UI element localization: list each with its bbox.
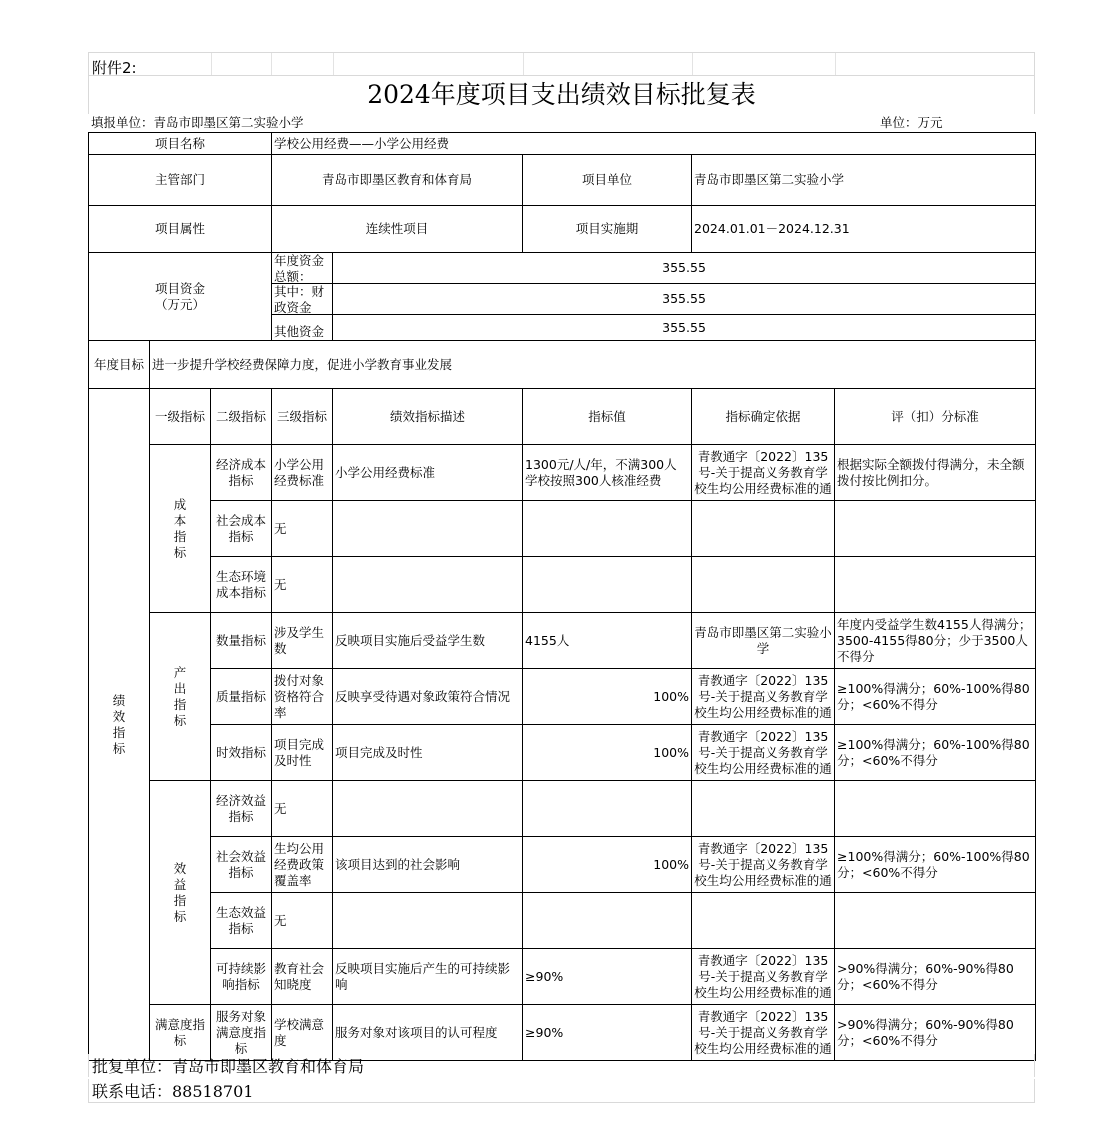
l3-cell: 无 [272, 781, 333, 837]
row-dept [89, 155, 1036, 206]
l1-cost: 成本指标 [150, 445, 211, 613]
row-project-name [89, 133, 1036, 155]
table-row [89, 837, 1036, 893]
funds-label [89, 253, 272, 341]
table-row [89, 557, 1036, 613]
phone: 联系电话：88518701 [88, 1079, 1035, 1103]
row-goal [89, 341, 1036, 389]
l2-cell: 服务对象满意度指标 [211, 1005, 272, 1061]
score-cell [835, 557, 1036, 613]
desc-cell: 反映项目实施后受益学生数 [333, 613, 523, 669]
grid-line [835, 53, 836, 75]
basis-cell: 青教通字〔2022〕135号-关于提高义务教育学校生均公用经费标准的通 [692, 669, 835, 725]
l2-cell: 质量指标 [211, 669, 272, 725]
page-title: 2024年度项目支出绩效目标批复表 [88, 76, 1035, 114]
l2-cell: 经济效益指标 [211, 781, 272, 837]
desc-cell: 服务对象对该项目的认可程度 [333, 1005, 523, 1061]
value-cell [523, 557, 692, 613]
table-row [89, 949, 1036, 1005]
score-cell: 根据实际全额拨付得满分，未全额拨付按比例扣分。 [835, 445, 1036, 501]
desc-cell [333, 893, 523, 949]
table-row [89, 445, 1036, 501]
table-row [89, 669, 1036, 725]
score-cell: >90%得满分；60%-90%得80分；<60%不得分 [835, 1005, 1036, 1061]
value-cell: 100% [523, 837, 692, 893]
l2-cell: 可持续影响指标 [211, 949, 272, 1005]
goal-value: 进一步提升学校经费保障力度，促进小学教育事业发展 [150, 341, 1036, 389]
basis-cell: 青教通字〔2022〕135号-关于提高义务教育学校生均公用经费标准的通 [692, 725, 835, 781]
desc-cell: 反映项目实施后产生的可持续影响 [333, 949, 523, 1005]
grid-line [271, 53, 272, 75]
table-row [89, 501, 1036, 557]
basis-cell: 青教通字〔2022〕135号-关于提高义务教育学校生均公用经费标准的通 [692, 445, 835, 501]
l1-satisfaction: 满意度指标 [150, 1005, 211, 1061]
table-row [89, 1005, 1036, 1061]
desc-cell [333, 501, 523, 557]
money-unit: 单位：万元 [880, 115, 943, 130]
value-cell: 100% [523, 669, 692, 725]
value-cell [523, 501, 692, 557]
score-cell [835, 893, 1036, 949]
value-cell: 1300元/人/年，不满300人学校按照300人核准经费 [523, 445, 692, 501]
project-name: 学校公用经费——小学公用经费 [272, 133, 1036, 155]
perf-header-row [89, 389, 1036, 445]
table-row [89, 725, 1036, 781]
fill-unit: 填报单位：青岛市即墨区第二实验小学 [91, 115, 304, 130]
row-fund-total [89, 253, 1036, 284]
fund-total: 355.55 [333, 253, 1036, 284]
row-attr [89, 206, 1036, 253]
period-label: 项目实施期 [523, 206, 692, 253]
desc-cell: 项目完成及时性 [333, 725, 523, 781]
annex-label [88, 52, 1035, 76]
score-cell: ≥100%得满分；60%-100%得80分；<60%不得分 [835, 725, 1036, 781]
score-cell [835, 781, 1036, 837]
funds-label-line1: 项目资金 [155, 280, 206, 296]
basis-cell [692, 557, 835, 613]
fund-other-label: 其他资金 [272, 315, 333, 341]
basis-cell: 青教通字〔2022〕135号-关于提高义务教育学校生均公用经费标准的通 [692, 837, 835, 893]
grid-line [692, 53, 693, 75]
l3-cell: 无 [272, 893, 333, 949]
value-cell: 4155人 [523, 613, 692, 669]
l3-cell: 无 [272, 557, 333, 613]
basis-cell [692, 501, 835, 557]
score-cell: ≥100%得满分；60%-100%得80分；<60%不得分 [835, 837, 1036, 893]
grid-line [333, 53, 334, 75]
l3-cell: 学校满意度 [272, 1005, 333, 1061]
funds-label-line2: （万元） [155, 296, 206, 312]
l2-cell: 生态效益指标 [211, 893, 272, 949]
project-unit-label: 项目单位 [523, 155, 692, 206]
attr-value: 连续性项目 [272, 206, 523, 253]
header-basis: 指标确定依据 [692, 389, 835, 445]
l3-cell: 教育社会知晓度 [272, 949, 333, 1005]
approver: 批复单位：青岛市即墨区教育和体育局 [88, 1054, 1035, 1077]
l2-cell: 时效指标 [211, 725, 272, 781]
score-cell [835, 501, 1036, 557]
basis-cell: 青教通字〔2022〕135号-关于提高义务教育学校生均公用经费标准的通 [692, 949, 835, 1005]
fill-unit-line [88, 114, 1035, 132]
l2-cell: 生态环境成本指标 [211, 557, 272, 613]
table-row [89, 893, 1036, 949]
approval-table [88, 132, 1036, 1061]
score-cell: 年度内受益学生数4155人得满分；3500-4155得80分；少于3500人不得分 [835, 613, 1036, 669]
goal-label: 年度目标 [89, 341, 150, 389]
table-row [89, 781, 1036, 837]
desc-cell: 小学公用经费标准 [333, 445, 523, 501]
header-l3: 三级指标 [272, 389, 333, 445]
fund-fiscal-label: 其中：财政资金 [272, 284, 333, 315]
l3-cell: 涉及学生数 [272, 613, 333, 669]
dept-value: 青岛市即墨区教育和体育局 [272, 155, 523, 206]
basis-cell: 青岛市即墨区第二实验小学 [692, 613, 835, 669]
score-cell: ≥100%得满分；60%-100%得80分；<60%不得分 [835, 669, 1036, 725]
l1-output: 产出指标 [150, 613, 211, 781]
l3-cell: 拨付对象资格符合率 [272, 669, 333, 725]
l2-cell: 社会效益指标 [211, 837, 272, 893]
perf-group-label: 绩效指标 [89, 389, 150, 1061]
header-value: 指标值 [523, 389, 692, 445]
fund-other: 355.55 [333, 315, 1036, 341]
value-cell: ≥90% [523, 1005, 692, 1061]
project-name-label: 项目名称 [89, 133, 272, 155]
grid-line [523, 53, 524, 75]
header-score: 评（扣）分标准 [835, 389, 1036, 445]
l3-cell: 生均公用经费政策覆盖率 [272, 837, 333, 893]
value-cell [523, 781, 692, 837]
basis-cell [692, 781, 835, 837]
header-l2: 二级指标 [211, 389, 272, 445]
score-cell: >90%得满分；60%-90%得80分；<60%不得分 [835, 949, 1036, 1005]
l3-cell: 无 [272, 501, 333, 557]
grid-line [211, 53, 212, 75]
desc-cell: 该项目达到的社会影响 [333, 837, 523, 893]
annex-text: 附件2: [92, 59, 137, 77]
desc-cell [333, 557, 523, 613]
fund-total-label: 年度资金总额： [272, 253, 333, 284]
value-cell: ≥90% [523, 949, 692, 1005]
l3-cell: 项目完成及时性 [272, 725, 333, 781]
basis-cell [692, 893, 835, 949]
l2-cell: 数量指标 [211, 613, 272, 669]
l1-benefit: 效益指标 [150, 781, 211, 1005]
attr-label: 项目属性 [89, 206, 272, 253]
header-desc: 绩效指标描述 [333, 389, 523, 445]
dept-label: 主管部门 [89, 155, 272, 206]
header-l1: 一级指标 [150, 389, 211, 445]
l2-cell: 经济成本指标 [211, 445, 272, 501]
period-value: 2024.01.01－2024.12.31 [692, 206, 1036, 253]
value-cell [523, 893, 692, 949]
basis-cell: 青教通字〔2022〕135号-关于提高义务教育学校生均公用经费标准的通 [692, 1005, 835, 1061]
desc-cell: 反映享受待遇对象政策符合情况 [333, 669, 523, 725]
fund-fiscal: 355.55 [333, 284, 1036, 315]
value-cell: 100% [523, 725, 692, 781]
l3-cell: 小学公用经费标准 [272, 445, 333, 501]
project-unit-value: 青岛市即墨区第二实验小学 [692, 155, 1036, 206]
table-row [89, 613, 1036, 669]
desc-cell [333, 781, 523, 837]
l2-cell: 社会成本指标 [211, 501, 272, 557]
